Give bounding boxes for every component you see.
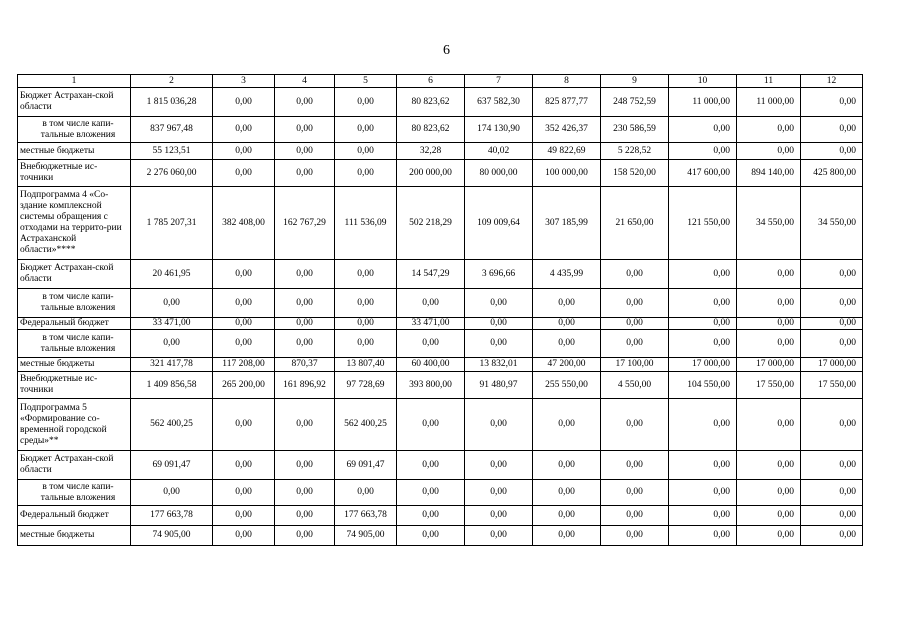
cell-value: 0,00 (275, 318, 335, 330)
cell-value: 0,00 (737, 506, 801, 526)
cell-value: 0,00 (737, 526, 801, 546)
cell-value: 11 000,00 (737, 88, 801, 117)
cell-value: 111 536,09 (335, 187, 397, 260)
cell-value: 393 800,00 (397, 372, 465, 399)
column-header-1: 1 (18, 75, 131, 88)
cell-value: 0,00 (335, 143, 397, 160)
cell-value: 0,00 (275, 451, 335, 480)
cell-value: 0,00 (213, 318, 275, 330)
cell-value: 0,00 (275, 260, 335, 289)
cell-value: 0,00 (465, 451, 533, 480)
cell-value: 0,00 (397, 451, 465, 480)
cell-value: 0,00 (801, 143, 863, 160)
table-row (18, 451, 863, 480)
row-label: Бюджет Астрахан-ской области (18, 451, 131, 480)
cell-value: 32,28 (397, 143, 465, 160)
cell-value: 0,00 (397, 506, 465, 526)
column-header-10: 10 (669, 75, 737, 88)
cell-value: 0,00 (465, 506, 533, 526)
cell-value: 0,00 (213, 260, 275, 289)
cell-value: 0,00 (213, 480, 275, 506)
cell-value: 382 408,00 (213, 187, 275, 260)
cell-value: 161 896,92 (275, 372, 335, 399)
cell-value: 34 550,00 (737, 187, 801, 260)
cell-value: 0,00 (669, 526, 737, 546)
table-body (18, 88, 863, 546)
cell-value: 33 471,00 (397, 318, 465, 330)
cell-value: 0,00 (275, 289, 335, 318)
cell-value: 0,00 (669, 260, 737, 289)
cell-value: 0,00 (533, 480, 601, 506)
row-label: в том числе капи-тальные вложения (18, 289, 131, 318)
cell-value: 502 218,29 (397, 187, 465, 260)
cell-value: 0,00 (335, 330, 397, 358)
cell-value: 825 877,77 (533, 88, 601, 117)
cell-value: 0,00 (801, 318, 863, 330)
cell-value: 14 547,29 (397, 260, 465, 289)
cell-value: 0,00 (397, 526, 465, 546)
cell-value: 174 130,90 (465, 117, 533, 143)
cell-value: 0,00 (465, 289, 533, 318)
cell-value: 0,00 (737, 260, 801, 289)
cell-value: 0,00 (669, 480, 737, 506)
cell-value: 0,00 (397, 330, 465, 358)
cell-value: 20 461,95 (131, 260, 213, 289)
table-row (18, 117, 863, 143)
cell-value: 17 100,00 (601, 358, 669, 372)
cell-value: 0,00 (213, 330, 275, 358)
cell-value: 0,00 (335, 260, 397, 289)
table-row (18, 399, 863, 451)
table-row (18, 289, 863, 318)
cell-value: 0,00 (275, 88, 335, 117)
cell-value: 0,00 (601, 318, 669, 330)
table-row (18, 160, 863, 187)
cell-value: 0,00 (465, 526, 533, 546)
cell-value: 5 228,52 (601, 143, 669, 160)
row-label: в том числе капи-тальные вложения (18, 117, 131, 143)
cell-value: 0,00 (335, 318, 397, 330)
cell-value: 0,00 (801, 506, 863, 526)
cell-value: 33 471,00 (131, 318, 213, 330)
cell-value: 0,00 (213, 289, 275, 318)
cell-value: 80 823,62 (397, 88, 465, 117)
cell-value: 0,00 (533, 318, 601, 330)
cell-value: 0,00 (275, 117, 335, 143)
cell-value: 13 807,40 (335, 358, 397, 372)
cell-value: 1 409 856,58 (131, 372, 213, 399)
cell-value: 870,37 (275, 358, 335, 372)
cell-value: 0,00 (335, 88, 397, 117)
table-row (18, 480, 863, 506)
cell-value: 0,00 (669, 399, 737, 451)
cell-value: 0,00 (669, 318, 737, 330)
cell-value: 0,00 (213, 451, 275, 480)
cell-value: 60 400,00 (397, 358, 465, 372)
cell-value: 0,00 (533, 330, 601, 358)
cell-value: 121 550,00 (669, 187, 737, 260)
row-label: Подпрограмма 4 «Со-здание комплексной системы обращения с отходами на террито-рии Астраханской области»**** (18, 187, 131, 260)
cell-value: 0,00 (601, 399, 669, 451)
row-label: местные бюджеты (18, 526, 131, 546)
cell-value: 0,00 (275, 160, 335, 187)
cell-value: 0,00 (737, 318, 801, 330)
row-label: Бюджет Астрахан-ской области (18, 260, 131, 289)
cell-value: 158 520,00 (601, 160, 669, 187)
cell-value: 248 752,59 (601, 88, 669, 117)
table-row (18, 88, 863, 117)
cell-value: 321 417,78 (131, 358, 213, 372)
cell-value: 0,00 (465, 330, 533, 358)
cell-value: 34 550,00 (801, 187, 863, 260)
cell-value: 17 000,00 (801, 358, 863, 372)
cell-value: 0,00 (801, 451, 863, 480)
cell-value: 0,00 (275, 506, 335, 526)
cell-value: 0,00 (213, 526, 275, 546)
cell-value: 562 400,25 (335, 399, 397, 451)
cell-value: 425 800,00 (801, 160, 863, 187)
column-header-2: 2 (131, 75, 213, 88)
cell-value: 4 550,00 (601, 372, 669, 399)
row-label: местные бюджеты (18, 143, 131, 160)
column-header-3: 3 (213, 75, 275, 88)
cell-value: 17 000,00 (737, 358, 801, 372)
cell-value: 177 663,78 (335, 506, 397, 526)
column-header-6: 6 (397, 75, 465, 88)
cell-value: 0,00 (335, 289, 397, 318)
cell-value: 0,00 (601, 480, 669, 506)
cell-value: 0,00 (131, 480, 213, 506)
cell-value: 0,00 (737, 117, 801, 143)
page-number: 6 (443, 43, 450, 58)
cell-value: 80 000,00 (465, 160, 533, 187)
cell-value: 21 650,00 (601, 187, 669, 260)
cell-value: 307 185,99 (533, 187, 601, 260)
cell-value: 200 000,00 (397, 160, 465, 187)
cell-value: 0,00 (801, 117, 863, 143)
table-row (18, 330, 863, 358)
cell-value: 0,00 (213, 506, 275, 526)
cell-value: 894 140,00 (737, 160, 801, 187)
cell-value: 352 426,37 (533, 117, 601, 143)
cell-value: 2 276 060,00 (131, 160, 213, 187)
column-header-7: 7 (465, 75, 533, 88)
row-label: Внебюджетные ис-точники (18, 372, 131, 399)
cell-value: 1 785 207,31 (131, 187, 213, 260)
cell-value: 230 586,59 (601, 117, 669, 143)
column-header-11: 11 (737, 75, 801, 88)
cell-value: 97 728,69 (335, 372, 397, 399)
cell-value: 0,00 (737, 289, 801, 318)
cell-value: 0,00 (275, 143, 335, 160)
table-row (18, 260, 863, 289)
table-row (18, 372, 863, 399)
cell-value: 0,00 (213, 88, 275, 117)
cell-value: 0,00 (275, 330, 335, 358)
table-row (18, 358, 863, 372)
cell-value: 0,00 (533, 526, 601, 546)
cell-value: 0,00 (801, 88, 863, 117)
cell-value: 17 000,00 (669, 358, 737, 372)
cell-value: 0,00 (737, 143, 801, 160)
header-row (18, 75, 863, 88)
cell-value: 0,00 (801, 330, 863, 358)
cell-value: 3 696,66 (465, 260, 533, 289)
table-row (18, 187, 863, 260)
cell-value: 0,00 (737, 451, 801, 480)
cell-value: 0,00 (397, 480, 465, 506)
cell-value: 0,00 (335, 160, 397, 187)
row-label: местные бюджеты (18, 358, 131, 372)
row-label: Внебюджетные ис-точники (18, 160, 131, 187)
cell-value: 109 009,64 (465, 187, 533, 260)
cell-value: 0,00 (335, 480, 397, 506)
cell-value: 47 200,00 (533, 358, 601, 372)
cell-value: 0,00 (601, 451, 669, 480)
row-label: Федеральный бюджет (18, 318, 131, 330)
column-header-8: 8 (533, 75, 601, 88)
cell-value: 17 550,00 (737, 372, 801, 399)
cell-value: 49 822,69 (533, 143, 601, 160)
cell-value: 0,00 (275, 526, 335, 546)
cell-value: 0,00 (737, 399, 801, 451)
cell-value: 0,00 (275, 480, 335, 506)
cell-value: 100 000,00 (533, 160, 601, 187)
cell-value: 0,00 (465, 399, 533, 451)
row-label: в том числе капи-тальные вложения (18, 330, 131, 358)
cell-value: 0,00 (669, 117, 737, 143)
cell-value: 17 550,00 (801, 372, 863, 399)
column-header-5: 5 (335, 75, 397, 88)
cell-value: 91 480,97 (465, 372, 533, 399)
cell-value: 0,00 (601, 330, 669, 358)
cell-value: 80 823,62 (397, 117, 465, 143)
cell-value: 0,00 (213, 143, 275, 160)
row-label: Федеральный бюджет (18, 506, 131, 526)
cell-value: 1 815 036,28 (131, 88, 213, 117)
cell-value: 0,00 (533, 506, 601, 526)
cell-value: 74 905,00 (131, 526, 213, 546)
cell-value: 255 550,00 (533, 372, 601, 399)
cell-value: 0,00 (533, 451, 601, 480)
cell-value: 162 767,29 (275, 187, 335, 260)
cell-value: 0,00 (601, 506, 669, 526)
cell-value: 13 832,01 (465, 358, 533, 372)
cell-value: 0,00 (397, 289, 465, 318)
column-header-12: 12 (801, 75, 863, 88)
cell-value: 0,00 (131, 330, 213, 358)
cell-value: 55 123,51 (131, 143, 213, 160)
column-header-4: 4 (275, 75, 335, 88)
cell-value: 562 400,25 (131, 399, 213, 451)
cell-value: 177 663,78 (131, 506, 213, 526)
cell-value: 0,00 (801, 260, 863, 289)
cell-value: 0,00 (213, 117, 275, 143)
cell-value: 0,00 (131, 289, 213, 318)
cell-value: 0,00 (669, 506, 737, 526)
cell-value: 0,00 (801, 289, 863, 318)
row-label: в том числе капи-тальные вложения (18, 480, 131, 506)
cell-value: 0,00 (601, 260, 669, 289)
cell-value: 0,00 (213, 399, 275, 451)
cell-value: 69 091,47 (335, 451, 397, 480)
cell-value: 0,00 (737, 330, 801, 358)
cell-value: 0,00 (533, 399, 601, 451)
table-row (18, 318, 863, 330)
budget-table (17, 74, 863, 546)
cell-value: 0,00 (669, 143, 737, 160)
cell-value: 4 435,99 (533, 260, 601, 289)
cell-value: 0,00 (213, 160, 275, 187)
cell-value: 0,00 (465, 480, 533, 506)
cell-value: 11 000,00 (669, 88, 737, 117)
row-label: Бюджет Астрахан-ской области (18, 88, 131, 117)
cell-value: 417 600,00 (669, 160, 737, 187)
cell-value: 40,02 (465, 143, 533, 160)
cell-value: 0,00 (669, 451, 737, 480)
cell-value: 637 582,30 (465, 88, 533, 117)
cell-value: 0,00 (737, 480, 801, 506)
cell-value: 0,00 (397, 399, 465, 451)
cell-value: 0,00 (533, 289, 601, 318)
cell-value: 0,00 (601, 526, 669, 546)
cell-value: 0,00 (801, 526, 863, 546)
cell-value: 0,00 (669, 289, 737, 318)
cell-value: 0,00 (669, 330, 737, 358)
table-row (18, 506, 863, 526)
cell-value: 0,00 (801, 399, 863, 451)
cell-value: 0,00 (601, 289, 669, 318)
cell-value: 74 905,00 (335, 526, 397, 546)
cell-value: 117 208,00 (213, 358, 275, 372)
cell-value: 265 200,00 (213, 372, 275, 399)
cell-value: 0,00 (801, 480, 863, 506)
cell-value: 0,00 (335, 117, 397, 143)
table-row (18, 143, 863, 160)
cell-value: 104 550,00 (669, 372, 737, 399)
cell-value: 69 091,47 (131, 451, 213, 480)
cell-value: 0,00 (275, 399, 335, 451)
table-row (18, 526, 863, 546)
cell-value: 0,00 (465, 318, 533, 330)
cell-value: 837 967,48 (131, 117, 213, 143)
column-header-9: 9 (601, 75, 669, 88)
row-label: Подпрограмма 5 «Формирование со-временной городской среды»** (18, 399, 131, 451)
